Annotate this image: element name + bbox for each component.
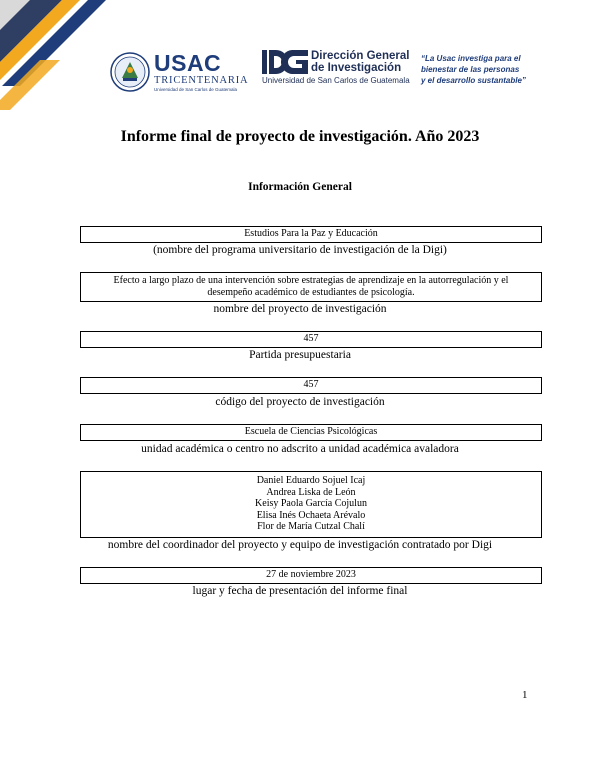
- code-value: 457: [303, 379, 319, 390]
- usac-tricentenaria: TRICENTENARIA: [154, 75, 249, 86]
- page-number: 1: [522, 689, 528, 701]
- team-value-box: [80, 471, 542, 538]
- project-value-box: [80, 272, 542, 302]
- report-title: Informe final de proyecto de investigación. Año 2023: [120, 128, 480, 145]
- date-label: lugar y fecha de presentación del informe final: [192, 585, 408, 597]
- team-member: Elisa Inés Ochaeta Arévalo: [256, 509, 366, 521]
- program-value-box: [80, 226, 542, 243]
- usac-wordmark: USAC: [154, 50, 222, 76]
- team-member: Flor de María Cutzal Chalí: [257, 521, 365, 532]
- project-value-line: desempeño académico de estudiantes de psicología.: [207, 287, 415, 298]
- digi-mark-icon: [262, 50, 308, 74]
- date-value-box: [80, 567, 542, 584]
- budget-label: Partida presupuestaria: [249, 349, 351, 361]
- section-heading: Información General: [248, 181, 352, 193]
- unit-label: unidad académica o centro no adscrito a unidad académica avaladora: [141, 443, 459, 455]
- digi-logo: [262, 50, 410, 85]
- unit-value-box: [80, 424, 542, 441]
- corner-decoration: [0, 0, 110, 110]
- project-value-line: Efecto a largo plazo de una intervención sobre estrategias de aprendizaje en la autorregulación y el: [113, 275, 509, 286]
- team-member: Andrea Liska de León: [266, 486, 356, 498]
- usac-seal-icon: [110, 52, 150, 92]
- slogan: [421, 53, 571, 86]
- digi-title-line2: de Investigación: [311, 62, 402, 74]
- program-value: Estudios Para la Paz y Educación: [244, 228, 378, 239]
- digi-university-name: Universidad de San Carlos de Guatemala: [262, 76, 410, 85]
- project-label: nombre del proyecto de investigación: [213, 303, 387, 315]
- budget-value: 457: [303, 333, 319, 344]
- slogan-line: y el desarrollo sustantable”: [421, 76, 526, 85]
- code-label: código del proyecto de investigación: [215, 396, 385, 408]
- program-label: (nombre del programa universitario de investigación de la Digi): [153, 244, 447, 256]
- team-member: Keisy Paola García Cojulun: [255, 498, 367, 509]
- usac-logo: [110, 52, 248, 92]
- code-value-box: [80, 377, 542, 394]
- team-member: Daniel Eduardo Sojuel Icaj: [256, 475, 366, 486]
- digi-title-line1: Dirección General: [311, 50, 410, 62]
- team-label: nombre del coordinador del proyecto y equipo de investigación contratado por Digi: [107, 539, 493, 551]
- budget-value-box: [80, 331, 542, 348]
- slogan-line: “La Usac investiga para el: [421, 54, 521, 63]
- unit-value: Escuela de Ciencias Psicológicas: [244, 426, 378, 437]
- slogan-line: bienestar de las personas: [421, 65, 520, 74]
- usac-university-name: Universidad de San Carlos de Guatemala: [154, 86, 238, 92]
- date-value: 27 de noviembre 2023: [266, 569, 356, 580]
